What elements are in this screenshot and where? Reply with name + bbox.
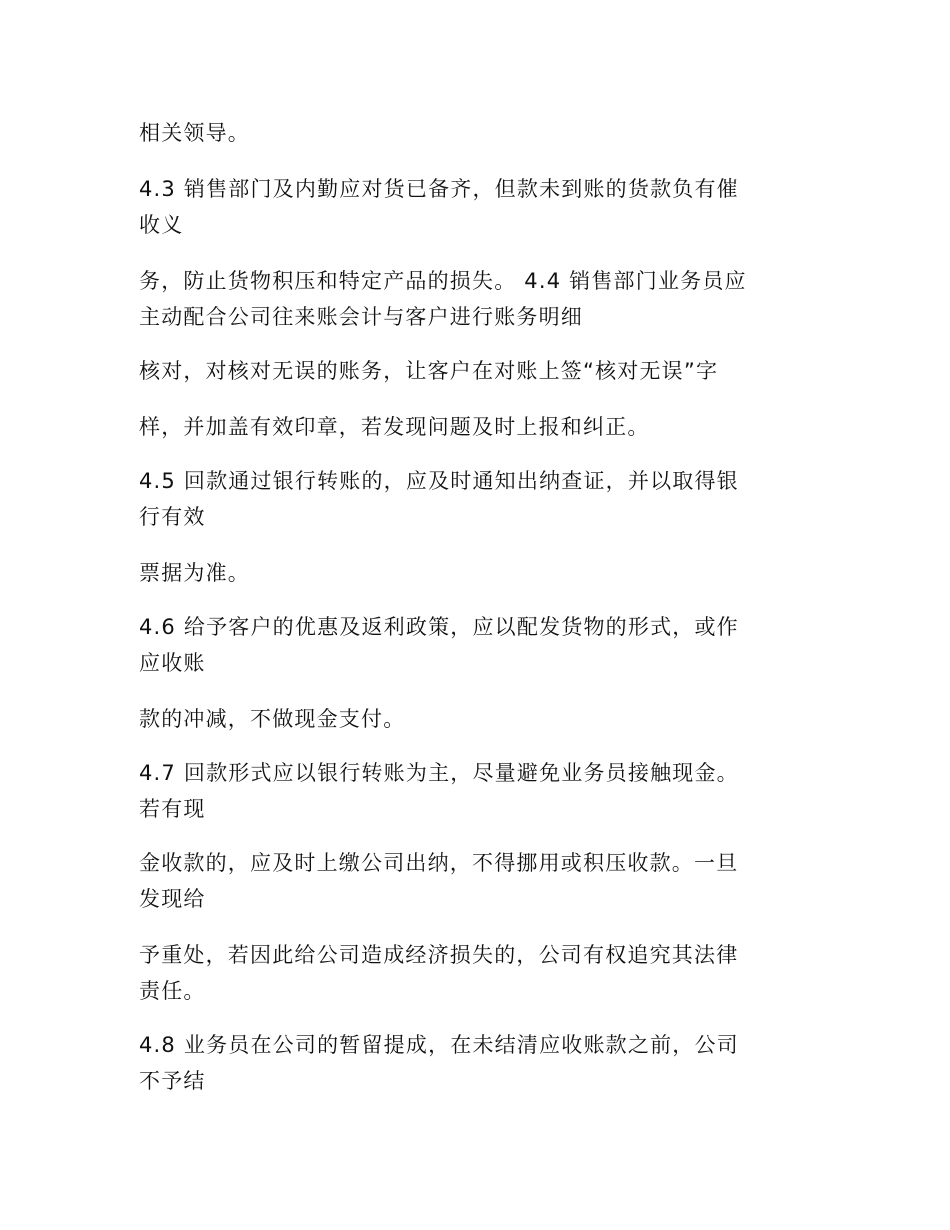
text-line: 4.7 回款形式应以银行转账为主，尽量避免业务员接触现金。	[139, 761, 739, 785]
text-line: 4.5 回款通过银行转账的，应及时通知出纳查证，并以取得银	[139, 469, 739, 493]
text-line: 应收账	[139, 651, 206, 675]
text-line: 行有效	[139, 505, 206, 529]
text-line: 若有现	[139, 797, 206, 821]
text-line: 4.3 销售部门及内勤应对货已备齐，但款未到账的货款负有催	[139, 177, 739, 201]
text-line: 样，并加盖有效印章，若发现问题及时上报和纠正。	[139, 415, 650, 439]
text-line: 4.8 业务员在公司的暂留提成，在未结清应收账款之前，公司	[139, 1033, 739, 1057]
text-line: 收义	[139, 213, 184, 237]
text-line: 4.6 给予客户的优惠及返利政策，应以配发货物的形式，或作	[139, 615, 739, 639]
text-line: 予重处，若因此给公司造成经济损失的，公司有权追究其法律	[139, 943, 739, 967]
text-line: 务，防止货物积压和特定产品的损失。 4.4 销售部门业务员应	[139, 269, 747, 293]
text-line: 责任。	[139, 979, 206, 1003]
text-line: 主动配合公司往来账会计与客户进行账务明细	[139, 305, 583, 329]
text-line: 相关领导。	[139, 121, 250, 145]
text-line: 金收款的，应及时上缴公司出纳，不得挪用或积压收款。一旦	[139, 851, 739, 875]
text-line: 发现给	[139, 887, 206, 911]
text-line: 票据为准。	[139, 561, 250, 585]
text-line: 核对，对核对无误的账务，让客户在对账上签“核对无误”字	[139, 359, 719, 383]
text-line: 不予结	[139, 1069, 206, 1093]
text-line: 款的冲减，不做现金支付。	[139, 707, 406, 731]
